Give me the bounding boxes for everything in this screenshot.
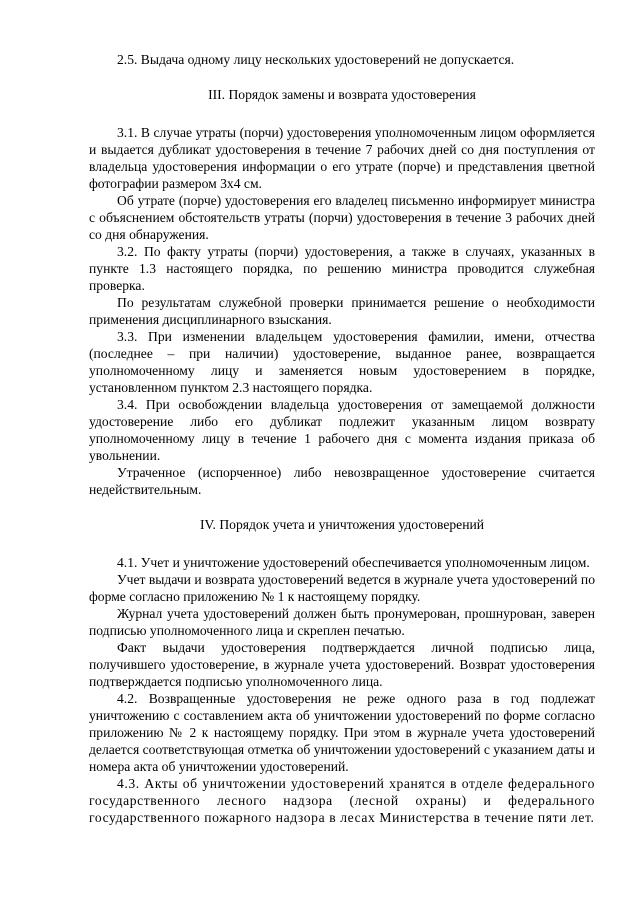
section-4-heading: IV. Порядок учета и уничтожения удостоверений xyxy=(199,517,485,532)
paragraph-4-1: 4.1. Учет и уничтожение удостоверений обеспечивается уполномоченным лицом. xyxy=(117,555,590,570)
paragraph-2-5: 2.5. Выдача одному лицу нескольких удостоверений не допускается. xyxy=(117,52,515,67)
paragraph-3-2-results: По результатам служебной проверки принимается решение о необходимости применения дисциплинарного взыскания. xyxy=(89,295,595,327)
paragraph-3-4: 3.4. При освобождении владельца удостоверения от замещаемой должности удостоверение либо его дубликат подлежит указанным лицом возврату уполномоченному лицу в течение 1 рабочего дня с момента издания приказа об увольнении. xyxy=(89,397,595,463)
section-3-heading: III. Порядок замены и возврата удостоверения xyxy=(208,87,476,102)
paragraph-4-1-journal-binding: Журнал учета удостоверений должен быть пронумерован, прошнурован, заверен подписью уполномоченного лица и скреплен печатью. xyxy=(89,606,595,638)
paragraph-3-1: 3.1. В случае утраты (порчи) удостоверения уполномоченным лицом оформляется и выдается дубликат удостоверения в течение 7 рабочих дней со дня поступления от владельца удостоверения информации о его утрате (порче) и представления цветной фотографии размером 3х4 см. xyxy=(89,125,595,191)
paragraph-4-1-signature: Факт выдачи удостоверения подтверждается личной подписью лица, получившего удостоверение, в журнале учета удостоверений. Возврат удостоверения подтверждается подписью уполномоченного лица. xyxy=(89,640,595,689)
paragraph-3-1-loss-notice: Об утрате (порче) удостоверения его владелец письменно информирует министра с объяснением обстоятельств утраты (порчи) удостоверения в течение 3 рабочих дней со дня обнаружения. xyxy=(89,193,595,242)
paragraph-4-2: 4.2. Возвращенные удостоверения не реже одного раза в год подлежат уничтожению с составлением акта об уничтожении удостоверений по форме согласно приложению № 2 к настоящему порядку. При этом в журнале учета удостоверений делается соответствующая отметка об уничтожении удостоверений с указанием даты и номера акта об уничтожении удостоверений. xyxy=(89,691,595,774)
paragraph-4-1-journal: Учет выдачи и возврата удостоверений ведется в журнале учета удостоверений по форме согласно приложению № 1 к настоящему порядку. xyxy=(89,572,595,604)
paragraph-3-4-invalid: Утраченное (испорченное) либо невозвращенное удостоверение считается недействительным. xyxy=(89,465,595,497)
paragraph-4-3: 4.3. Акты об уничтожении удостоверений хранятся в отделе федерального государственного лесного надзора (лесной охраны) и федерального государственного пожарного надзора в лесах Министерства в течение пяти лет. xyxy=(89,776,595,825)
paragraph-3-2: 3.2. По факту утраты (порчи) удостоверения, а также в случаях, указанных в пункте 1.3 настоящего порядка, по решению министра проводится служебная проверка. xyxy=(89,244,595,293)
document-body xyxy=(89,51,595,826)
paragraph-3-3: 3.3. При изменении владельцем удостоверения фамилии, имени, отчества (последнее – при наличии) удостоверение, выданное ранее, возвращается уполномоченному лицу и заменяется новым удостоверением в порядке, установленном пунктом 2.3 настоящего порядка. xyxy=(89,329,595,395)
